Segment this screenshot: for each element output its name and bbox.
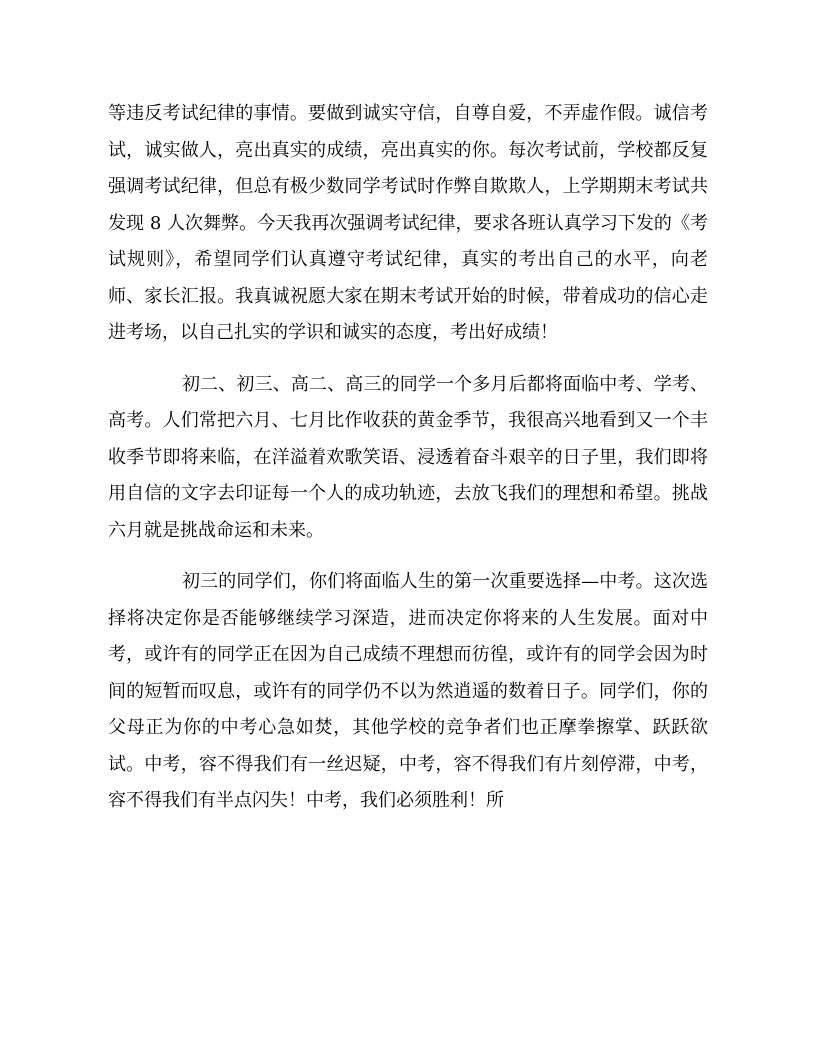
document-page <box>108 96 708 835</box>
paragraph-3: 初三的同学们，你们将面临人生的第一次重要选择—中考。这次选择将决定你是否能够继续学习深造，进而决定你将来的人生发展。面对中考，或许有的同学正在因为自己成绩不理想而彷徨，或许有的同学会因为时间的短暂而叹息，或许有的同学仍不以为然逍遥的数着日子。同学们，你的父母正为你的中考心急如焚，其他学校的竞争者们也正摩拳擦掌、跃跃欲试。中考，容不得我们有一丝迟疑，中考，容不得我们有片刻停滞，中考，容不得我们有半点闪失！中考，我们必须胜利！所 <box>108 571 708 811</box>
paragraph-1: 等违反考试纪律的事情。要做到诚实守信，自尊自爱，不弄虚作假。诚信考试，诚实做人，亮出真实的成绩，亮出真实的你。每次考试前，学校都反复强调考试纪律，但总有极少数同学考试时作弊自欺欺人，上学期期末考试共发现 8 人次舞弊。今天我再次强调考试纪律，要求各班认真学习下发的《考试规则》，希望同学们认真遵守考试纪律，真实的考出自己的水平，向老师、家长汇报。我真诚祝愿大家在期末考试开始的时候，带着成功的信心走进考场，以自己扎实的学识和诚实的态度，考出好成绩！ <box>108 103 708 343</box>
paragraph-2: 初二、初三、高二、高三的同学一个多月后都将面临中考、学考、高考。人们常把六月、七月比作收获的黄金季节，我很高兴地看到又一个丰收季节即将来临，在洋溢着欢歌笑语、浸透着奋斗艰辛的日子里，我们即将用自信的文字去印证每一个人的成功轨迹，去放飞我们的理想和希望。挑战六月就是挑战命运和未来。 <box>108 373 708 541</box>
